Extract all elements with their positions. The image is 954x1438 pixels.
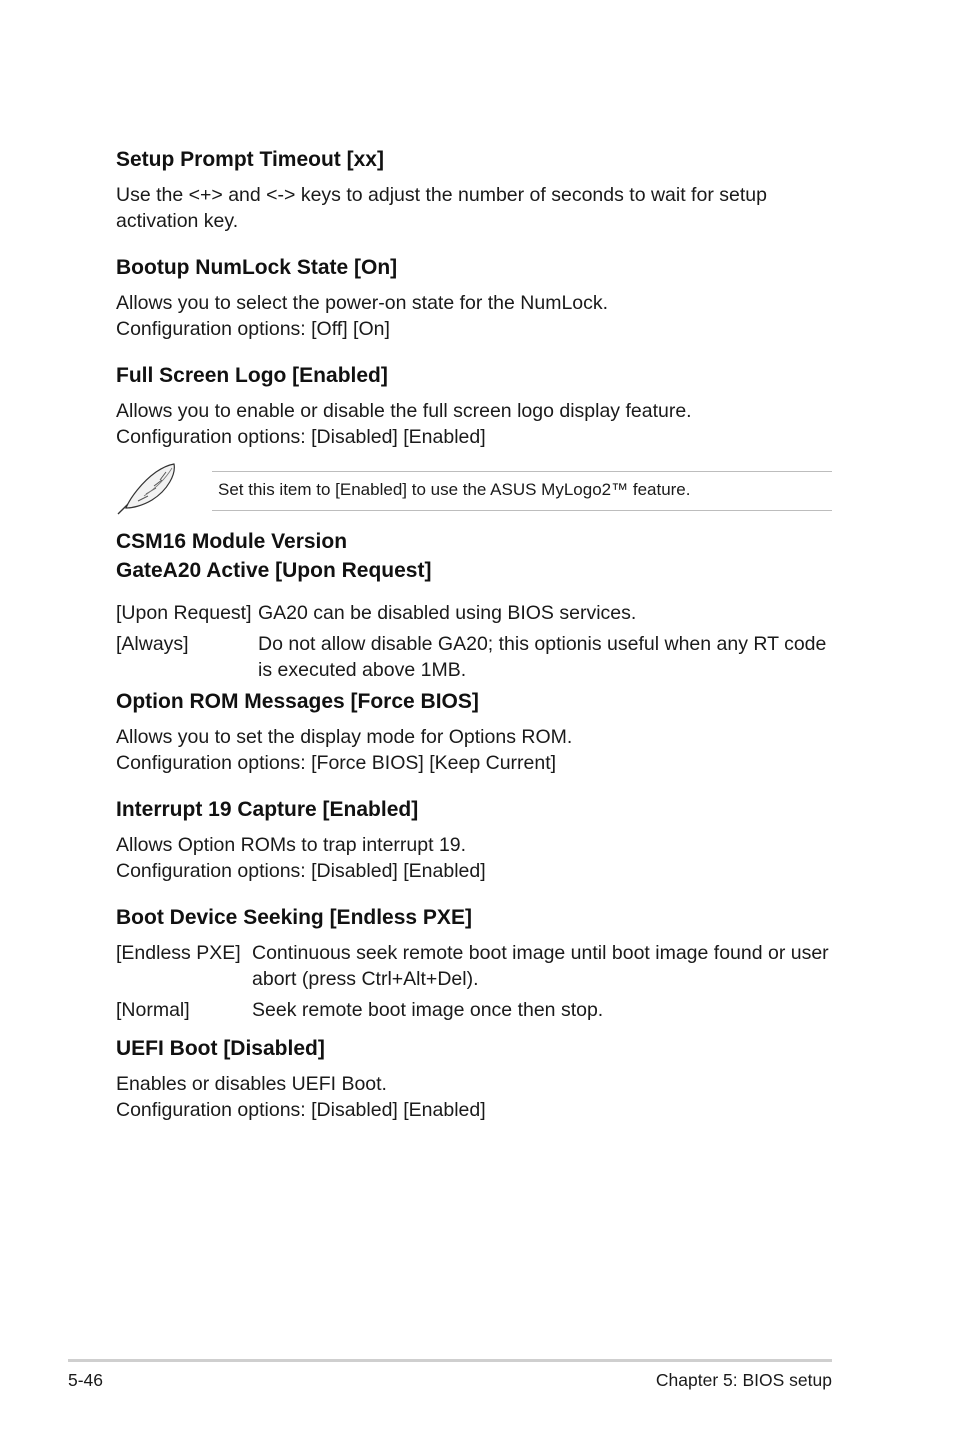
option-desc: Continuous seek remote boot image until boot image found or user abort (press Ctrl+Alt+Del). [252, 942, 829, 990]
boot-seek-option-normal [116, 997, 832, 1023]
setup-prompt-line-2: activation key. [116, 210, 239, 232]
numlock-line-2: Configuration options: [Off] [On] [116, 318, 390, 340]
feather-quill-icon [116, 460, 180, 516]
heading-full-screen-logo: Full Screen Logo [Enabled] [116, 364, 388, 387]
interrupt-line-2: Configuration options: [Disabled] [Enabled] [116, 860, 486, 882]
numlock-line-1: Allows you to select the power-on state for the NumLock. [116, 292, 609, 314]
uefi-line-2: Configuration options: [Disabled] [Enabled] [116, 1099, 486, 1121]
option-rom-line-2: Configuration options: [Force BIOS] [Keep Current] [116, 752, 557, 774]
option-key: [Endless PXE] [116, 942, 241, 964]
note-text: Set this item to [Enabled] to use the ASUS MyLogo2™ feature. [218, 480, 691, 499]
note-callout [116, 458, 832, 516]
heading-uefi-boot: UEFI Boot [Disabled] [116, 1037, 325, 1060]
heading-gatea20-active: GateA20 Active [Upon Request] [116, 559, 432, 582]
page-number: 5-46 [68, 1370, 104, 1390]
option-desc: Do not allow disable GA20; this optionis useful when any RT code is executed above 1MB. [258, 633, 827, 681]
note-box [212, 471, 832, 511]
setup-prompt-line-1: Use the <+> and <-> keys to adjust the number of seconds to wait for setup [116, 184, 767, 206]
option-desc: Seek remote boot image once then stop. [252, 999, 604, 1021]
footer-divider [68, 1359, 832, 1362]
boot-seek-option-endless-pxe [116, 940, 832, 992]
gatea20-option-upon-request [116, 600, 832, 626]
logo-line-1: Allows you to enable or disable the full screen logo display feature. [116, 400, 692, 422]
option-key: [Normal] [116, 999, 190, 1021]
heading-interrupt-19-capture: Interrupt 19 Capture [Enabled] [116, 798, 419, 821]
option-rom-line-1: Allows you to set the display mode for Options ROM. [116, 726, 573, 748]
heading-option-rom-messages: Option ROM Messages [Force BIOS] [116, 690, 479, 713]
heading-csm16-module-version: CSM16 Module Version [116, 530, 348, 553]
uefi-line-1: Enables or disables UEFI Boot. [116, 1073, 387, 1095]
option-desc: GA20 can be disabled using BIOS services. [258, 602, 637, 624]
logo-line-2: Configuration options: [Disabled] [Enabled] [116, 426, 486, 448]
option-key: [Always] [116, 633, 189, 655]
heading-boot-device-seeking: Boot Device Seeking [Endless PXE] [116, 906, 472, 929]
gatea20-option-always [116, 631, 832, 683]
chapter-title: Chapter 5: BIOS setup [655, 1370, 832, 1390]
heading-bootup-numlock: Bootup NumLock State [On] [116, 256, 398, 279]
heading-setup-prompt-timeout: Setup Prompt Timeout [xx] [116, 148, 384, 171]
interrupt-line-1: Allows Option ROMs to trap interrupt 19. [116, 834, 467, 856]
option-key: [Upon Request] [116, 602, 252, 624]
